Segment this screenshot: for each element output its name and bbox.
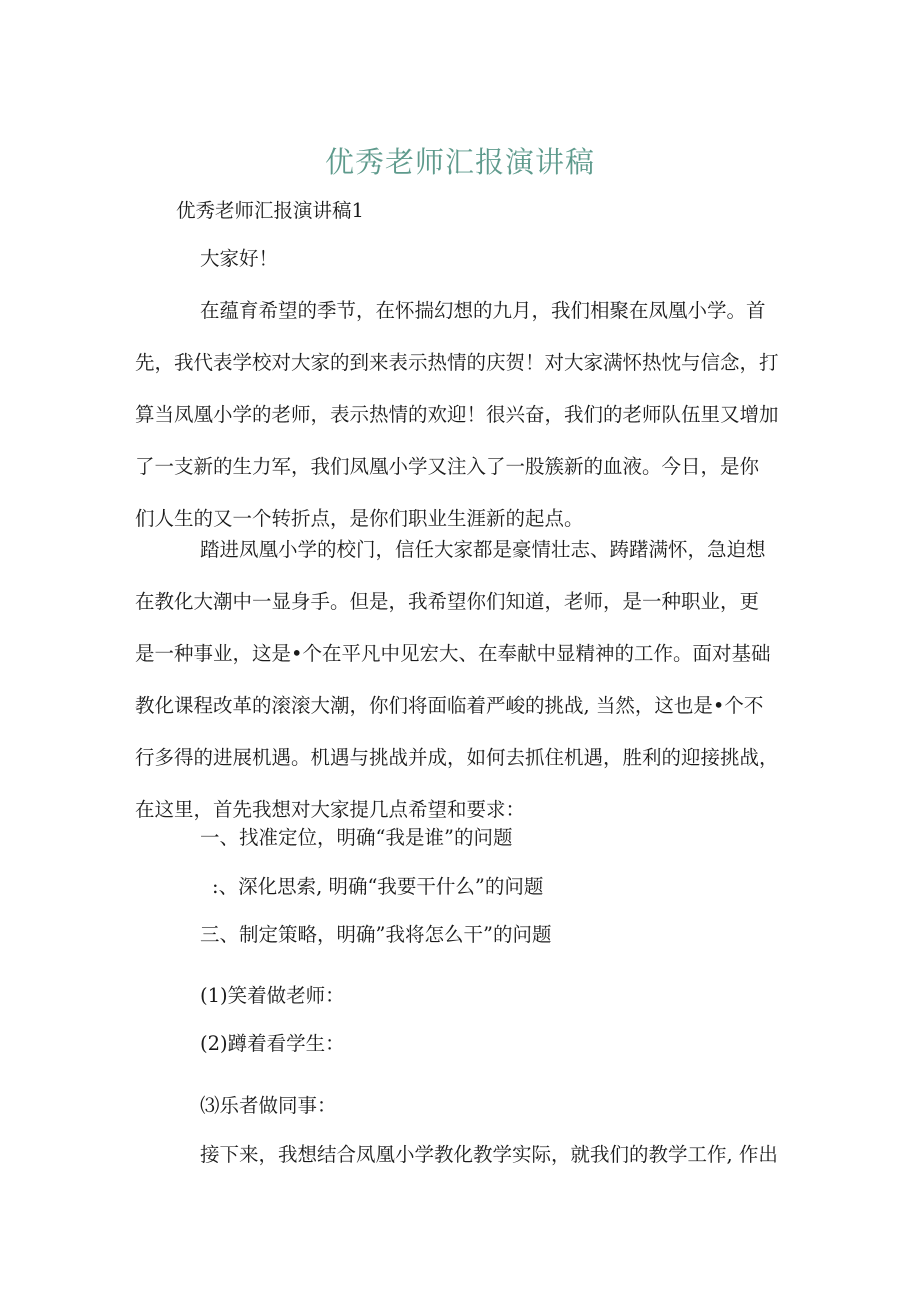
paragraph-line: 是一种事业，这是•个在平凡中见宏大、在奉献中显精神的工作。面对基础: [135, 642, 771, 665]
paragraph-line: 在蕴育希望的季节，在怀揣幻想的九月，我们相聚在凤凰小学。首: [200, 299, 766, 322]
subpoint-3: ⑶乐者做同事：: [200, 1094, 337, 1117]
paragraph-line: 教化课程改革的滚滚大潮，你们将面临着严峻的挑战, 当然，这也是•个不: [135, 694, 764, 717]
subpoint-2: (2)蹲着看学生：: [200, 1032, 345, 1055]
closing-line: 接下来，我想结合凤凰小学教化教学实际，就我们的教学工作, 作出: [200, 1143, 778, 1166]
point-2: :、深化思索, 明确“我要干什么”的问题: [212, 875, 544, 898]
paragraph-line: 行多得的进展机遇。机遇与挑战并成，如何去抓住机遇，胜利的迎接挑战，: [135, 746, 779, 769]
paragraph-2: [135, 524, 785, 836]
point-3: 三、制定策略，明确”我将怎么干”的问题: [200, 923, 552, 946]
paragraph-1: [135, 285, 785, 545]
greeting: 大家好！: [200, 247, 279, 270]
subpoint-1: (1)笑着做老师：: [200, 984, 345, 1007]
paragraph-line: 了一支新的生力军，我们凤凰小学又注入了一股簇新的血液。今日，是你: [135, 455, 760, 478]
paragraph-line: 在教化大潮中一显身手。但是，我希望你们知道，老师，是一种职业，更: [135, 590, 760, 613]
point-1: 一、找准定位，明确“我是谁”的问题: [200, 826, 513, 849]
paragraph-line: 先，我代表学校对大家的到来表示热情的庆贺！对大家满怀热忱与信念，打: [135, 351, 779, 374]
document-title: 优秀老师汇报演讲稿: [324, 145, 595, 179]
paragraph-line: 们人生的又一个转折点，是你们职业生涯新的起点。: [135, 507, 584, 530]
paragraph-line: 在这里，首先我想对大家提几点希望和要求：: [135, 798, 526, 821]
paragraph-line: 算当凤凰小学的老师，表示热情的欢迎！很兴奋，我们的老师队伍里又增加: [135, 403, 779, 426]
subheading: 优秀老师汇报演讲稿1: [176, 199, 364, 222]
paragraph-line: 踏进凤凰小学的校门，信任大家都是豪情壮志、踌躇满怀，急迫想: [200, 538, 766, 561]
